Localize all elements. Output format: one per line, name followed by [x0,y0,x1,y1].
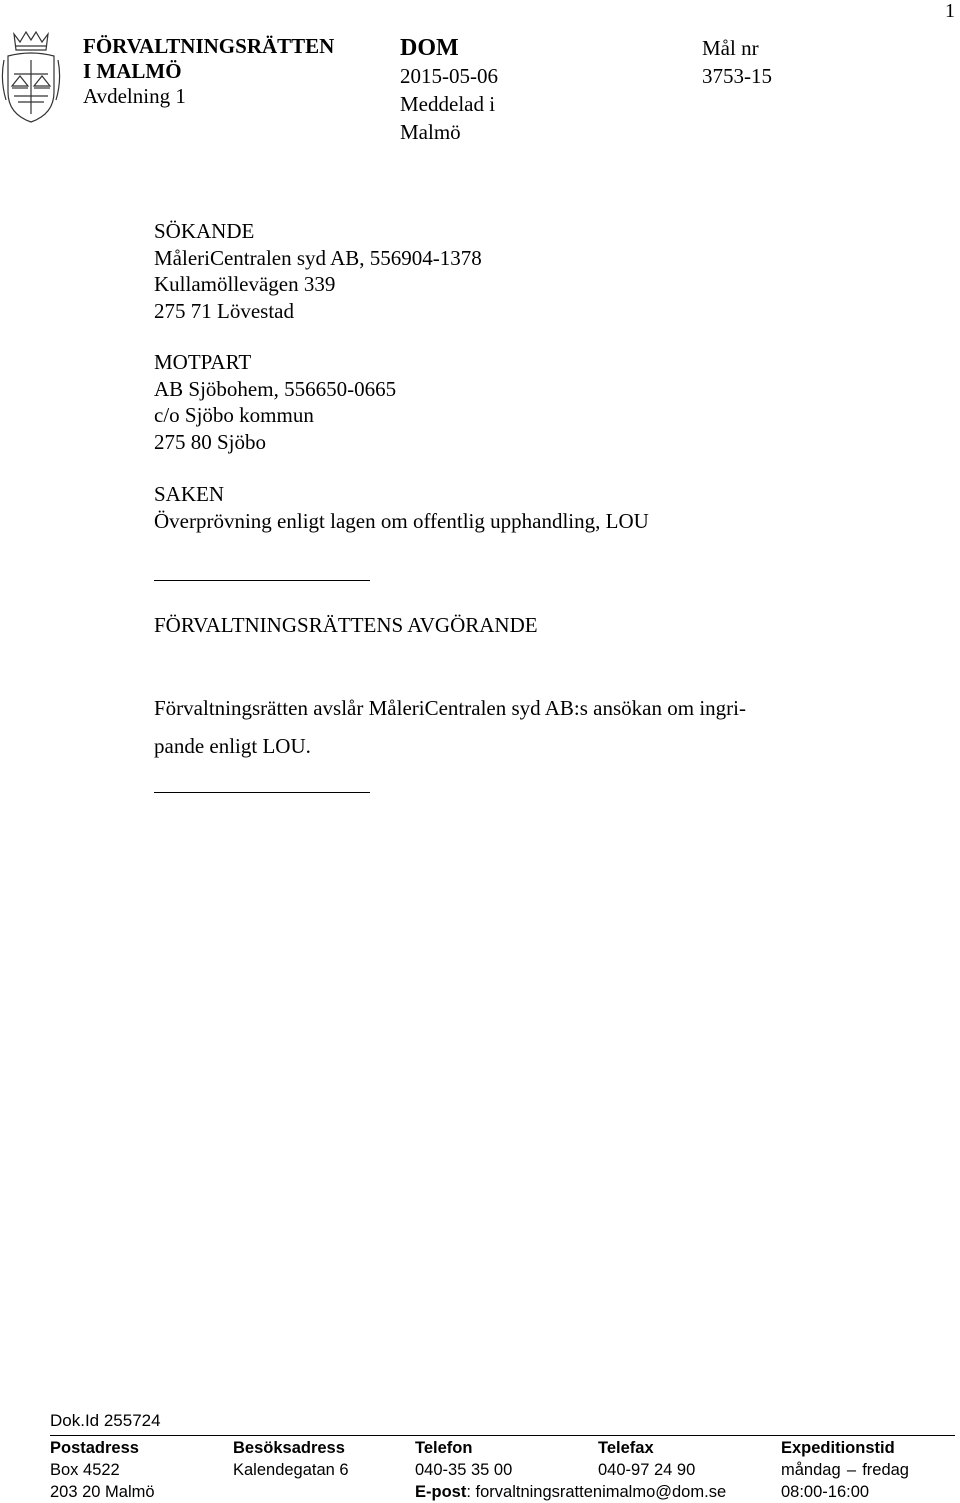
postal-line1: Box 4522 [50,1461,120,1479]
hours-heading: Expeditionstid [781,1439,895,1457]
matter-section [154,481,649,534]
counterparty-section [154,349,396,455]
visit-line1: Kalendegatan 6 [233,1461,349,1479]
hours-day-to: fredag [862,1461,909,1479]
visit-heading: Besöksadress [233,1439,345,1457]
email-label: E-post [415,1483,467,1501]
email-value: : forvaltningsrattenimalmo@dom.se [466,1483,727,1501]
footer-rule [50,1435,955,1436]
ruling-text [154,689,814,765]
divider-top [154,580,370,581]
footer-fax [598,1437,695,1481]
applicant-city: 275 71 Lövestad [154,298,294,323]
counterparty-co: c/o Sjöbo kommun [154,403,314,427]
case-number: 3753-15 [702,64,772,88]
divider-bottom [154,792,370,793]
case-number-block [702,34,772,90]
delivered-line1: Meddelad i [400,92,496,116]
footer-hours [781,1437,909,1503]
fax-heading: Telefax [598,1439,654,1457]
ruling-heading: FÖRVALTNINGSRÄTTENS AVGÖRANDE [154,613,538,637]
postal-line2: 203 20 Malmö [50,1483,155,1501]
court-name-block [83,34,334,109]
document-info-block [400,34,498,146]
phone-heading: Telefon [415,1439,473,1457]
phone-value: 040-35 35 00 [415,1461,513,1479]
matter-heading: SAKEN [154,482,225,506]
email-row [415,1481,726,1503]
ruling-line2: pande enligt LOU. [154,734,311,758]
footer-visit [233,1437,349,1481]
case-label: Mål nr [702,36,759,60]
fax-value: 040-97 24 90 [598,1461,696,1479]
counterparty-heading: MOTPART [154,350,252,374]
counterparty-city: 275 80 Sjöbo [154,429,267,454]
ruling-line1: Förvaltningsrätten avslår MåleriCentralen syd AB:s ansökan om ingri- [154,696,746,720]
postal-heading: Postadress [50,1439,139,1457]
applicant-heading: SÖKANDE [154,219,255,243]
document-date: 2015-05-06 [400,64,498,88]
hours-days [781,1459,909,1481]
applicant-section [154,218,482,324]
delivered-line2: Malmö [400,120,461,144]
footer-postal [50,1437,155,1503]
applicant-name: MåleriCentralen syd AB, 556904-1378 [154,245,482,270]
document-id: Dok.Id 255724 [50,1411,161,1430]
hours-day-from: måndag [781,1461,841,1479]
applicant-street: Kullamöllevägen 339 [154,272,336,296]
hours-dash: – [846,1461,857,1479]
counterparty-name: AB Sjöbohem, 556650-0665 [154,376,397,401]
document-type: DOM [400,35,459,61]
matter-text: Överprövning enligt lagen om offentlig upphandling, LOU [154,508,649,533]
court-name-line2: I MALMÖ [83,59,182,83]
page-number: 1 [945,0,955,22]
court-name-line1: FÖRVALTNINGSRÄTTEN [83,34,335,58]
court-division: Avdelning 1 [83,84,186,108]
hours-time: 08:00-16:00 [781,1483,870,1501]
swedish-coat-of-arms-logo [0,30,62,126]
